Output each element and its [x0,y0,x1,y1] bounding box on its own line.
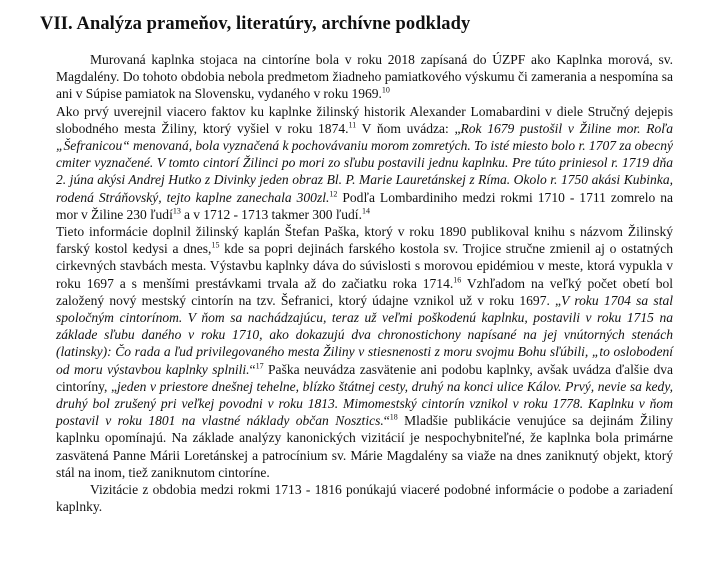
footnote-ref-11: 11 [348,120,357,130]
footnote-ref-12: 12 [329,189,338,199]
footnote-ref-15: 15 [211,240,220,250]
footnote-ref-18: 18 [389,412,398,422]
paragraph-lombardini: Ako prvý uverejnil viacero faktov ku kaplnke žilinský historik Alexander Lomabardini v diele Stručný dejepis slobodného mesta Žiliny, ktorý vyšiel v roku 1874.11 V ňom uvádza: „Rok 1679 pustošil v Žiline mor. Roľa „Šefranicou“ menovaná, bola vyznačená k pochovávaniu morom zomretých. To isté miesto bolo r. 1707 za obecný cmiter vyznačené. V tomto cintorí Žilinci po mori zo sľubu postavili jednu kaplnku. Pre túto priniesol r. 1719 dňa 2. júna akýsi Andrej Hutko z Divinky jeden obraz Bl. P. Marie Lauretánskej z Ríma. Okolo r. 1750 akási Kubinka, rodená Stráňovský, tejto kaplne zanechala 300zl.$^{12}$ Podľa Lombardiniho medzi rokmi 1710 - 1711 zomrelo na mor v Žiline 230 ľudí$^{13}$ a v 1712 - 1713 takmer 300 ľudí.$^{14}$ [56,103,673,222]
footnote-ref-17: 17 [255,361,264,371]
quote-paska-1: V roku 1704 sa stal spoločným cintorínom. V ňom sa nachádzajúcu, teraz už veľmi poškodenú kaplnku, postavili v roku 1715 na základe sľubu daného v roku 1710, ako dokazujú dva chronostichony napísané na jej vnútorných stenách (latinsky): Čo rada a ľud privilegovaného mesta Žiliny v stiesnenosti z moru svojmu Bohu sľúbili, „to oslobodení od moru výstavbou kaplnky splnili. [56,292,673,377]
paragraph-registration: Murovaná kaplnka stojaca na cintoríne bola v roku 2018 zapísaná do ÚZPF ako Kaplnka morová, sv. Magdalény. Do tohoto obdobia nebola predmetom žiadneho pamiatkového výskumu či zamerania a nespomína sa ani v Súpise pamiatok na Slovensku, vydaného v roku 1969.10 [56,52,673,102]
paragraph-visitations: Vizitácie z obdobia medzi rokmi 1713 - 1816 ponúkajú viaceré podobné informácie o podobe a zariadení kaplnky. [56,482,673,515]
paragraph-paska: Tieto informácie doplnil žilinský kaplán Štefan Paška, ktorý v roku 1890 publikoval knihu s názvom Žilinský farský kostol kedysi a dnes,$^{15}$ kde sa popri dejinách farského kostola sv. Trojice stručne zmienil aj o ostatných cirkevných stavbách mesta. Výstavbu kaplnky dáva do súvislosti s morovou epidémiou v meste, ktorá vypukla v roku 1697 a s menšími prestávkami trvala až do začiatku roka 1714.16 Vzhľadom na veľký počet obetí bol založený nový mestský cintorín na tzv. Šefranici, ktorý údajne vznikol už v roku 1697. „V roku 1704 sa stal spoločným cintorínom. V ňom sa nachádzajúcu, teraz už veľmi poškodenú kaplnku, postavili v roku 1715 na základe sľubu daného v roku 1710, ako dokazujú dva chronostichony napísané na jej vnútorných stenách (latinsky): Čo rada a ľud privilegovaného mesta Žiliny v stiesnenosti z moru svojmu Bohu sľúbili, „to oslobodení od moru výstavbou kaplnky splnili.“$^{17}$ Paška neuvádza zasvätenie ani podobu kaplnky, avšak uvádza ďalšie dva cintoríny, „jeden v priestore dnešnej tehelne, blízko štátnej cesty, druhý na konci ulice Kálov. Prvý, nevie sa kedy, druhý bol zrušený pri veľkej povodni v roku 1813. Mimomestský cintorín vznikol v roku 1778. Kaplnku v ňom postavil v roku 1801 na vlastné náklady občan Nosztics.“$^{18}$ Mladšie publikácie venujúce sa dejinám Žiliny kaplnku opomínajú. Na základe analýzy kanonických vizitácií je nespochybniteľné, že kaplnka bola primárne zasvätená Panne Márii Loretánskej a patrocínium sv. Márie Magdalény sa viaže na dnes zaniknutý objekt, ktorý stál na inom, tiež zaniknutom cintoríne. [56,224,674,480]
footnote-ref-10: 10 [381,85,390,95]
footnote-ref-16: 16 [453,275,462,285]
footnote-ref-13: 13 [172,206,181,216]
footnote-ref-14: 14 [361,206,370,216]
section-heading: VII. Analýza prameňov, literatúry, archívne podklady [40,14,471,34]
document-body [56,51,673,515]
quote-paska-2: jeden v priestore dnešnej tehelne, blízko štátnej cesty, druhý na konci ulice Kálov. Prvý, nevie sa kedy, druhý bol zrušený pri veľkej povodni v roku 1813. Mimomestský cintorín vznikol v roku 1778. Kaplnku v ňom postavil v roku 1801 na vlastné náklady občan Nosztics. [56,378,673,429]
quote-lombardini: Rok 1679 pustošil v Žiline mor. Roľa „Šefranicou“ menovaná, bola vyznačená k pochovávaniu morom zomretých. To isté miesto bolo r. 1707 za obecný cmiter vyznačené. V tomto cintorí Žilinci po mori zo sľubu postavili jednu kaplnku. Pre túto priniesol r. 1719 dňa 2. júna akýsi Andrej Hutko z Divinky jeden obraz Bl. P. Marie Lauretánskej z Ríma. Okolo r. 1750 akási Kubinka, rodená Stráňovský, tejto kaplne zanechala 300zl. [56,120,673,205]
